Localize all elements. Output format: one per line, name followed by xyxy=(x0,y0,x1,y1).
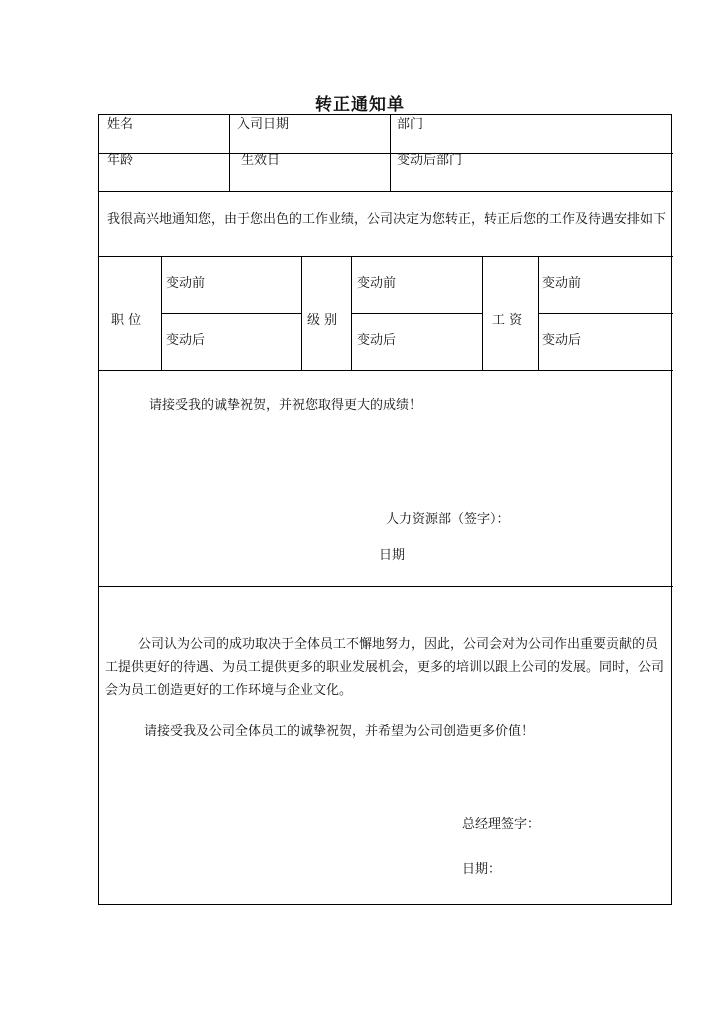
col-divider xyxy=(390,115,391,191)
position-before: 变动前 xyxy=(166,276,206,291)
name-label: 姓名 xyxy=(107,117,134,132)
col-divider xyxy=(161,256,162,370)
hr-congrats-text: 请接受我的诚挚祝贺，并祝您取得更大的成绩！ xyxy=(149,398,423,413)
age-label: 年龄 xyxy=(107,153,134,168)
col-divider xyxy=(482,256,483,370)
col-divider xyxy=(229,115,230,191)
col-divider xyxy=(351,256,352,370)
position-label: 职 位 xyxy=(111,313,142,328)
salary-after: 变动后 xyxy=(542,333,582,348)
hr-signature-label: 人力资源部（签字）： xyxy=(386,512,510,527)
gm-congrats-text: 请接受我及公司全体员工的诚挚祝贺，并希望为公司创造更多价值！ xyxy=(144,724,535,739)
row-divider xyxy=(99,191,673,192)
gm-date-label: 日期： xyxy=(462,862,502,877)
new-department-label: 变动后部门 xyxy=(397,153,463,168)
col-divider xyxy=(538,256,539,370)
gm-signature-label: 总经理签字： xyxy=(462,817,541,832)
notice-text: 我很高兴地通知您，由于您出色的工作业绩，公司决定为您转正，转正后您的工作及待遇安排如下 xyxy=(107,212,667,227)
row-divider xyxy=(99,586,673,587)
level-after: 变动后 xyxy=(357,333,397,348)
row-divider xyxy=(99,370,673,371)
department-label: 部门 xyxy=(397,117,424,132)
row-divider xyxy=(161,313,301,314)
join-date-label: 入司日期 xyxy=(237,117,290,132)
salary-before: 变动前 xyxy=(542,276,582,291)
position-after: 变动后 xyxy=(166,333,206,348)
notice-form xyxy=(98,114,672,905)
hr-date-label: 日期 xyxy=(379,548,406,563)
col-divider xyxy=(301,256,302,370)
form-title: 转正通知单 xyxy=(315,95,405,115)
level-before: 变动前 xyxy=(357,276,397,291)
row-divider xyxy=(538,313,673,314)
gm-paragraph: 公司认为公司的成功取决于全体员工不懈地努力，因此，公司会对为公司作出重要贡献的员工提供更好的待遇、为员工提供更多的职业发展机会，更多的培训以跟上公司的发展。同时，公司会为员工创造更好的工作环境与企业文化。 xyxy=(105,637,665,698)
effective-date-label: 生效日 xyxy=(241,153,281,168)
row-divider xyxy=(99,256,673,257)
salary-label: 工 资 xyxy=(492,313,523,328)
level-label: 级 别 xyxy=(307,313,338,328)
row-divider xyxy=(351,313,482,314)
row-divider xyxy=(99,153,673,154)
